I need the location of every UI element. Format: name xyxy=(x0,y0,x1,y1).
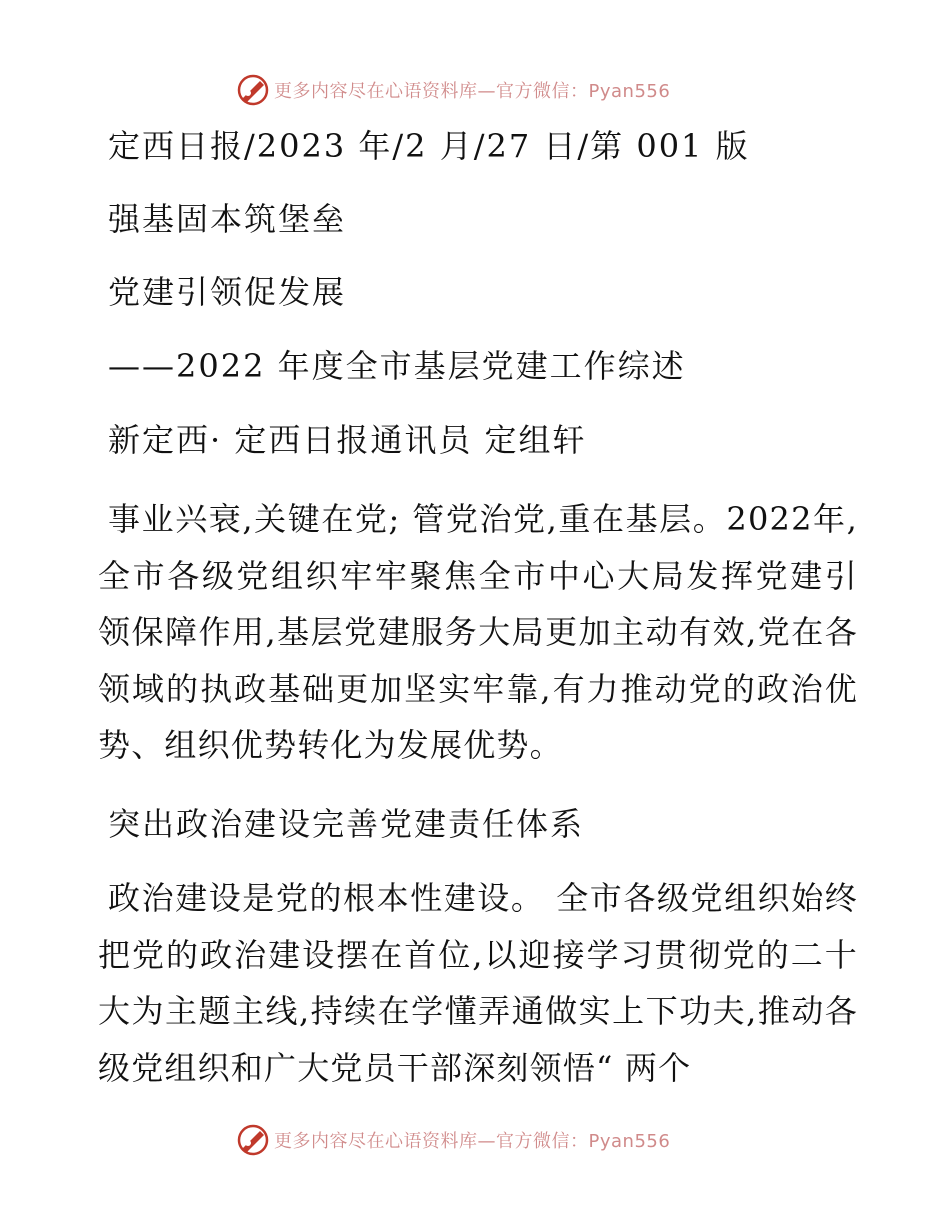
watermark-footer xyxy=(236,1122,670,1158)
watermark-text: 更多内容尽在心语资料库—官方微信：Pyan556 xyxy=(274,81,671,102)
title-line-1: 强基固本筑堡垒 xyxy=(108,200,347,238)
title-line-2: 党建引领促发展 xyxy=(108,273,347,311)
pen-logo-icon xyxy=(236,1123,270,1157)
paragraph-2: 政治建设是党的根本性建设。 全市各级党组织始终把党的政治建设摆在首位,以迎接学习贯彻党的二十大为主题主线,持续在学懂弄通做实上下功夫,推动各级党组织和广大党员干部深刻领悟“ 两个 xyxy=(98,879,858,1087)
dateline: 定西日报/2023 年/2 月/27 日/第 001 版 xyxy=(108,127,750,165)
paragraph-1: 事业兴衰,关键在党; 管党治党,重在基层。2022年,全市各级党组织牢牢聚焦全市中心大局发挥党建引领保障作用,基层党建服务大局更加主动有效,党在各领域的执政基础更加坚实牢靠,有力推动党的政治优势、组织优势转化为发展优势。 xyxy=(98,500,858,764)
watermark-header xyxy=(236,72,670,108)
pen-logo-icon xyxy=(236,73,270,107)
subtitle: ——2022 年度全市基层党建工作综述 xyxy=(108,347,686,385)
watermark-text: 更多内容尽在心语资料库—官方微信：Pyan556 xyxy=(274,1131,671,1152)
byline: 新定西· 定西日报通讯员 定组轩 xyxy=(108,421,587,459)
section-heading: 突出政治建设完善党建责任体系 xyxy=(108,805,585,843)
